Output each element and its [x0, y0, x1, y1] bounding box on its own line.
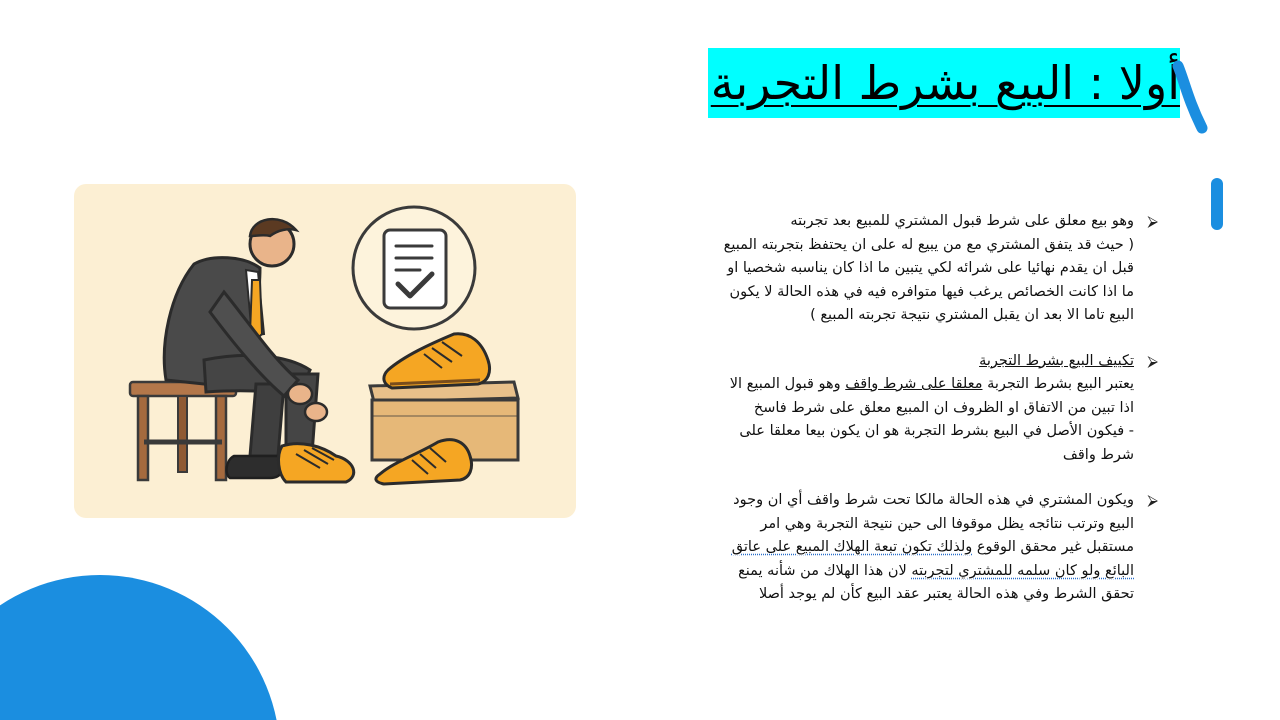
bullet-line: وهو بيع معلق على شرط قبول المشتري للمبيع بعد تجربته: [790, 213, 1134, 229]
bullet-line: [630, 536, 1134, 560]
title-swoosh-decoration: [1168, 60, 1208, 140]
bullet-classification: [630, 350, 1160, 468]
orange-shoe-on-box: [384, 334, 490, 388]
illustration-svg: [74, 184, 576, 518]
bullet-line: ما اذا كانت الخصائص يرغب فيها متوافره فيه في هذه الحالة لا يكون: [729, 283, 1134, 300]
bullet-line: البيع تاما الا بعد ان يقبل المشتري نتيجة تجربته المبيع ): [810, 307, 1134, 323]
arrow-bullet-icon: ⮚: [1147, 491, 1158, 509]
bullet-ownership: [630, 489, 1160, 607]
bullet-line: [630, 560, 1134, 584]
bullet-line-dotted: البائع ولو كان سلمه للمشتري لتجربته: [911, 562, 1134, 579]
bullet-heading: [630, 350, 1134, 374]
bullet-line: البيع وترتب نتائجه يظل موقوفا الى حين نتيجة التجربة وهي امر: [760, 515, 1134, 532]
bullet-line: اذا تبين من الاتفاق او الظروف ان المبيع معلق على شرط فاسخ: [753, 399, 1134, 416]
bullet-line: تحقق الشرط وفي هذه الحالة يعتبر عقد البيع كأن لم يوجد أصلا: [758, 586, 1134, 602]
title-highlight: [708, 48, 1180, 118]
bullet-line-part: لان هذا الهلاك من شأنه يمنع: [738, 562, 912, 579]
bullet-line-part: يعتبر البيع بشرط التجربة: [982, 376, 1134, 392]
bullet-line: - فيكون الأصل في البيع بشرط التجربة هو ان يكون بيعا معلقا على: [739, 423, 1134, 439]
slide-content: [630, 210, 1160, 629]
arrow-bullet-icon: ⮚: [1147, 212, 1158, 230]
man-trying-shoes-illustration: [74, 184, 576, 518]
decorative-corner-circle: [0, 575, 280, 720]
bullet-line: ويكون المشتري في هذه الحالة مالكا تحت شرط واقف أي ان وجود: [733, 492, 1134, 508]
bullet-line: ( حيث قد يتفق المشتري مع من يبيع له على ان يحتفظ بتجربته المبيع: [723, 236, 1134, 253]
bullet-line-part: وهو قبول المبيع الا: [729, 376, 846, 392]
slide-title: أولا : البيع بشرط التجربة: [710, 56, 1180, 110]
bullet-line: [630, 373, 1134, 397]
bullet-heading-text: تكييف البيع بشرط التجربة: [979, 352, 1134, 369]
bullet-line: قبل ان يقدم نهائيا على شرائه لكي يتبين ما اذا كان يناسبه شخصيا او: [727, 260, 1134, 276]
bullet-line-part: مستقبل غير محقق الوقوع: [972, 539, 1134, 555]
arrow-bullet-icon: ⮚: [1147, 351, 1158, 370]
bullet-line-dotted: ولذلك تكون تبعة الهلاك المبيع على عاتق: [731, 539, 973, 555]
checklist-icon: [353, 207, 475, 329]
bullet-definition: [630, 210, 1160, 328]
bullet-line: شرط واقف: [1062, 446, 1134, 463]
bullet-line-underlined: معلقا على شرط واقف: [845, 376, 983, 392]
wooden-stool: [130, 382, 236, 480]
decorative-side-bar: [1211, 178, 1223, 230]
